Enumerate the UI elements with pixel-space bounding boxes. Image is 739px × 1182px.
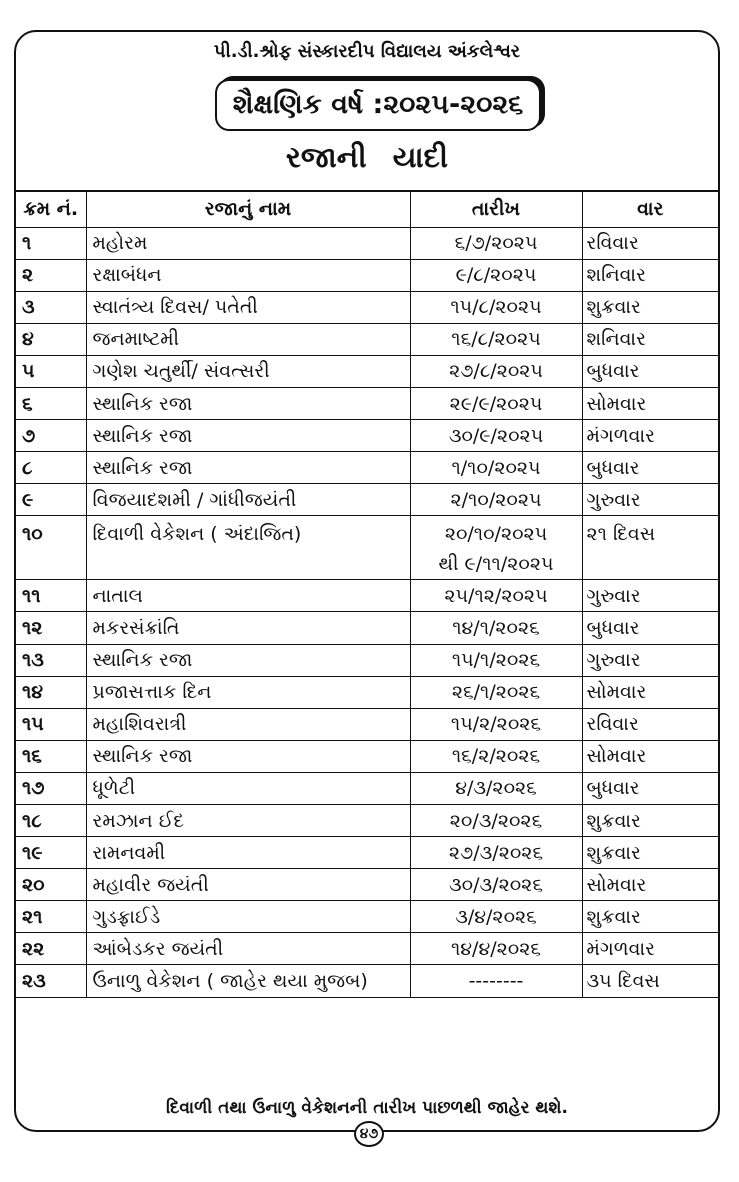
holiday-date: ૧૬/૨/૨૦૨૬	[410, 740, 582, 772]
holiday-name: સ્વાતંત્ર્ય દિવસ/ પતેતી	[86, 291, 410, 323]
holiday-day: સોમવાર	[582, 676, 718, 708]
table-row	[16, 452, 718, 484]
table-row	[16, 805, 718, 837]
row-number: ૪	[16, 323, 86, 355]
table-row	[16, 612, 718, 644]
holiday-date: ૪/૩/૨૦૨૬	[410, 772, 582, 804]
holiday-date: ૨૭/૩/૨૦૨૬	[410, 837, 582, 869]
row-number: ૮	[16, 452, 86, 484]
row-number: ૨૦	[16, 869, 86, 901]
holiday-day: મંગળવાર	[582, 420, 718, 452]
holiday-day: સોમવાર	[582, 740, 718, 772]
page-number: ૪૭	[354, 1121, 384, 1147]
holiday-name: રક્ષાબંધન	[86, 259, 410, 291]
table-header-row	[16, 191, 718, 227]
row-number: ૯	[16, 484, 86, 516]
row-number: ૧૨	[16, 612, 86, 644]
row-number: ૧૮	[16, 805, 86, 837]
holiday-name: રમઝાન ઈદ	[86, 805, 410, 837]
table-row	[16, 516, 718, 580]
holiday-day: શુક્રવાર	[582, 291, 718, 323]
row-number: ૧૬	[16, 740, 86, 772]
holiday-name: ગણેશ ચતુર્થી/ સંવત્સરી	[86, 355, 410, 387]
holiday-name: વિજયાદશમી / ગાંધીજયંતી	[86, 484, 410, 516]
holiday-day: ગુરુવાર	[582, 580, 718, 612]
table-row	[16, 259, 718, 291]
row-number: ૭	[16, 420, 86, 452]
holiday-date: ૨૦/૩/૨૦૨૬	[410, 805, 582, 837]
holiday-name: સ્થાનિક રજા	[86, 452, 410, 484]
holiday-day: શનિવાર	[582, 323, 718, 355]
holiday-day: ૨૧ દિવસ	[582, 516, 718, 580]
row-number: ૧૯	[16, 837, 86, 869]
holiday-date: ૧૪/૧/૨૦૨૬	[410, 612, 582, 644]
school-name: પી.ડી.શ્રોફ સંસ્કારદીપ વિદ્યાલય અંકલેશ્વર	[213, 41, 521, 62]
holiday-date: ૧૫/૧/૨૦૨૬	[410, 644, 582, 676]
academic-year: શૈક્ષણિક વર્ષ :૨૦૨૫-૨૦૨૬	[232, 89, 524, 120]
holiday-day: બુધવાર	[582, 612, 718, 644]
footer-note: દિવાળી તથા ઉનાળુ વેકેશનની તારીખ પાછળથી જાહેર થશે.	[165, 1098, 568, 1118]
academic-year-box	[215, 79, 541, 131]
holiday-name: આંબેડકર જયંતી	[86, 933, 410, 965]
holiday-date: ૨/૧૦/૨૦૨૫	[410, 484, 582, 516]
row-number: ૫	[16, 355, 86, 387]
holiday-day: મંગળવાર	[582, 933, 718, 965]
holiday-table-body	[16, 227, 718, 997]
table-row	[16, 291, 718, 323]
table-row	[16, 933, 718, 965]
row-number: ૧૭	[16, 772, 86, 804]
holiday-name: પ્રજાસત્તાક દિન	[86, 676, 410, 708]
holiday-name: ધૂળેટી	[86, 772, 410, 804]
table-row	[16, 355, 718, 387]
row-number: ૨	[16, 259, 86, 291]
holiday-day: ૩૫ દિવસ	[582, 965, 718, 997]
holiday-day: શુક્રવાર	[582, 837, 718, 869]
table-row	[16, 644, 718, 676]
row-number: ૧૦	[16, 516, 86, 580]
table-row	[16, 708, 718, 740]
holiday-date: ૩૦/૩/૨૦૨૬	[410, 869, 582, 901]
holiday-day: બુધવાર	[582, 772, 718, 804]
holiday-name: સ્થાનિક રજા	[86, 644, 410, 676]
holiday-date: ૧૫/૮/૨૦૨૫	[410, 291, 582, 323]
holiday-date: ૨૫/૧૨/૨૦૨૫	[410, 580, 582, 612]
holiday-day: રવિવાર	[582, 227, 718, 259]
holiday-day: શનિવાર	[582, 259, 718, 291]
holiday-name: સ્થાનિક રજા	[86, 387, 410, 419]
holiday-day: ગુરુવાર	[582, 484, 718, 516]
table-row	[16, 740, 718, 772]
row-number: ૨૩	[16, 965, 86, 997]
holiday-date: ૯/૮/૨૦૨૫	[410, 259, 582, 291]
column-header-date: તારીખ	[410, 191, 582, 227]
row-number: ૬	[16, 387, 86, 419]
holiday-day: સોમવાર	[582, 869, 718, 901]
holiday-date: ૨૯/૯/૨૦૨૫	[410, 387, 582, 419]
holiday-name: જનમાષ્ટમી	[86, 323, 410, 355]
table-row	[16, 869, 718, 901]
holiday-name: ગુડફ્રાઈડે	[86, 901, 410, 933]
row-number: ૨૧	[16, 901, 86, 933]
row-number: ૧૪	[16, 676, 86, 708]
table-row	[16, 901, 718, 933]
row-number: ૧૩	[16, 644, 86, 676]
table-row	[16, 837, 718, 869]
holiday-name: મહોરમ	[86, 227, 410, 259]
table-row	[16, 965, 718, 997]
holiday-name: મહાશિવરાત્રી	[86, 708, 410, 740]
table-row	[16, 772, 718, 804]
holiday-date: ૨૬/૧/૨૦૨૬	[410, 676, 582, 708]
holiday-date: ૨૭/૮/૨૦૨૫	[410, 355, 582, 387]
holiday-date	[410, 516, 582, 580]
holiday-date: ૧/૧૦/૨૦૨૫	[410, 452, 582, 484]
table-row	[16, 580, 718, 612]
table-row	[16, 227, 718, 259]
holiday-list-title: રજાની યાદી	[285, 140, 449, 174]
table-row	[16, 484, 718, 516]
holiday-date: ૩/૪/૨૦૨૬	[410, 901, 582, 933]
column-header-day: વાર	[582, 191, 718, 227]
table-row	[16, 676, 718, 708]
holiday-name: દિવાળી વેકેશન ( અંદાજિત)	[86, 516, 410, 580]
row-number: ૧૫	[16, 708, 86, 740]
holiday-name: મકરસંક્રાંતિ	[86, 612, 410, 644]
table-row	[16, 323, 718, 355]
holiday-name: સ્થાનિક રજા	[86, 740, 410, 772]
holiday-day: બુધવાર	[582, 452, 718, 484]
page-frame	[14, 30, 720, 1132]
holiday-name: રામનવમી	[86, 837, 410, 869]
row-number: ૩	[16, 291, 86, 323]
holiday-day: સોમવાર	[582, 387, 718, 419]
column-header-number: ક્રમ નં.	[16, 191, 86, 227]
holiday-name: ઉનાળુ વેકેશન ( જાહેર થયા મુજબ)	[86, 965, 410, 997]
holiday-name: સ્થાનિક રજા	[86, 420, 410, 452]
column-header-holiday-name: રજાનું નામ	[86, 191, 410, 227]
table-row	[16, 387, 718, 419]
holiday-date: ૩૦/૯/૨૦૨૫	[410, 420, 582, 452]
row-number: ૧૧	[16, 580, 86, 612]
holiday-day: બુધવાર	[582, 355, 718, 387]
table-row	[16, 420, 718, 452]
holiday-name: નાતાલ	[86, 580, 410, 612]
holiday-day: શુક્રવાર	[582, 901, 718, 933]
holiday-date-end: થી ૯/૧૧/૨૦૨૫	[438, 553, 554, 576]
holiday-day: શુક્રવાર	[582, 805, 718, 837]
holiday-date: ૧૪/૪/૨૦૨૬	[410, 933, 582, 965]
holiday-day: રવિવાર	[582, 708, 718, 740]
holiday-date: ૧૫/૨/૨૦૨૬	[410, 708, 582, 740]
holiday-date: ૬/૭/૨૦૨૫	[410, 227, 582, 259]
holiday-date: --------	[410, 965, 582, 997]
holiday-date: ૧૬/૮/૨૦૨૫	[410, 323, 582, 355]
holiday-name: મહાવીર જયંતી	[86, 869, 410, 901]
holiday-day: ગુરુવાર	[582, 644, 718, 676]
row-number: ૧	[16, 227, 86, 259]
holiday-date-start: ૨૦/૧૦/૨૦૨૫	[444, 523, 548, 546]
row-number: ૨૨	[16, 933, 86, 965]
holiday-table	[16, 190, 718, 998]
